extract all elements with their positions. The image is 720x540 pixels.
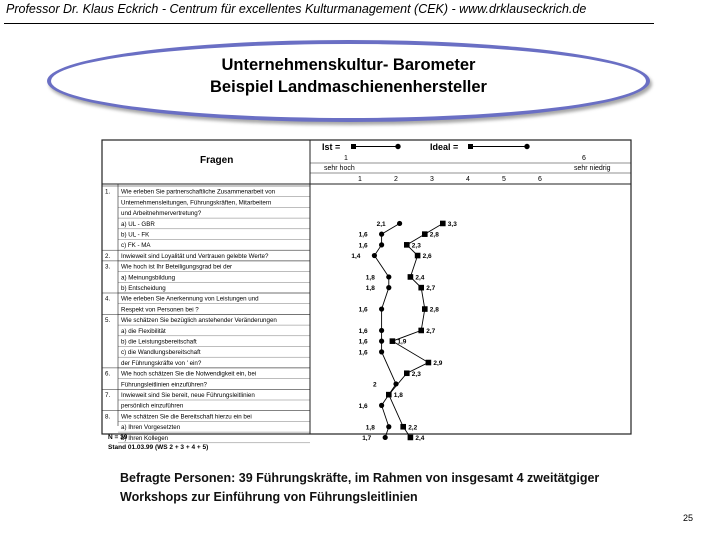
title-line-1: Unternehmenskultur- Barometer: [221, 56, 476, 74]
ist-dot: [379, 306, 384, 311]
ist-value-label: 1,8: [365, 285, 375, 293]
ideal-value-label: 2,6: [422, 253, 432, 261]
ideal-square: [426, 360, 432, 366]
ideal-value-label: 2,7: [426, 285, 436, 293]
ideal-square: [408, 274, 414, 280]
ideal-value-label: 1,8: [393, 392, 403, 400]
scale-low-number: 1: [344, 155, 348, 162]
ideal-square: [422, 231, 428, 237]
ist-value-label: 1,4: [351, 253, 361, 261]
ideal-value-label: 2,4: [415, 434, 425, 442]
question-text: a) UL - GBR: [121, 220, 155, 228]
scale-tick-label: 4: [466, 176, 470, 183]
ideal-square: [418, 328, 424, 334]
question-text: b) UL - FK: [121, 231, 150, 239]
question-text: Inwieweit sind Sie bereit, neue Führungsleitlinien: [121, 392, 255, 399]
ist-dot: [379, 339, 384, 344]
question-text: a) Ihren Vorgesetzten: [121, 424, 181, 432]
ideal-square: [440, 221, 446, 227]
ideal-value-label: 3,3: [447, 220, 457, 228]
legend-ist-square: [351, 144, 356, 149]
ideal-square: [400, 424, 406, 430]
ideal-value-label: 2,8: [429, 231, 439, 239]
ist-value-label: 1,8: [365, 424, 375, 432]
question-text: a) Meinungsbildung: [121, 274, 176, 282]
title-line-2: Beispiel Landmaschienenhersteller: [210, 78, 487, 96]
question-number: 2.: [105, 252, 111, 260]
ideal-value-label: 2,8: [429, 306, 439, 314]
question-text: Unternehmensleitungen, Führungskräften, Mitarbeitern: [121, 199, 272, 207]
n-note: N = 39: [108, 434, 128, 441]
ist-dot: [379, 328, 384, 333]
ideal-square: [422, 306, 428, 312]
question-number: 5.: [105, 317, 111, 325]
scale-low-label: sehr hoch: [324, 165, 355, 172]
ideal-value-label: 1,9: [397, 338, 407, 346]
question-text: c) FK - MA: [121, 242, 151, 250]
ideal-square: [390, 338, 396, 344]
question-text: Wie hoch ist Ihr Beteiligungsgrad bei der: [121, 263, 233, 271]
question-number: 6.: [105, 370, 111, 378]
question-text: Führungsleitlinien einzuführen?: [121, 381, 207, 389]
ist-dot: [386, 274, 391, 279]
question-number: 7.: [105, 392, 111, 399]
ist-dot: [379, 403, 384, 408]
question-text: Respekt von Personen bei ?: [121, 306, 199, 314]
question-text: der Führungskräfte von ' ein?: [121, 359, 202, 367]
ist-dot: [372, 253, 377, 258]
page-header: Professor Dr. Klaus Eckrich - Centrum für excellentes Kulturmanagement (CEK) - www.drklauseckrich.de: [6, 2, 587, 16]
ist-dot: [397, 221, 402, 226]
ist-value-label: 1,6: [358, 338, 368, 346]
ideal-value-label: 2,4: [415, 274, 425, 282]
ist-value-label: 1,8: [365, 274, 375, 282]
ideal-square: [404, 370, 410, 376]
ideal-value-label: 2,7: [426, 327, 436, 335]
question-text: b) Entscheidung: [121, 285, 166, 292]
header-divider: [4, 23, 654, 24]
question-text: b) die Leistungsbereitschaft: [121, 338, 197, 346]
question-number: 1.: [105, 188, 111, 196]
ist-value-label: 1,6: [358, 306, 368, 314]
scale-high-number: 6: [582, 155, 586, 162]
ist-dot: [379, 232, 384, 237]
legend-ideal-dot: [524, 144, 529, 149]
question-text: a) die Flexibilität: [121, 327, 166, 335]
stand-note: Stand 01.03.99 (WS 2 + 3 + 4 + 5): [108, 444, 209, 451]
ideal-value-label: 2,2: [408, 424, 418, 432]
ist-dot: [393, 381, 398, 386]
ideal-value-label: 2,9: [433, 360, 443, 368]
question-text: Wie erleben Sie partnerschaftliche Zusammenarbeit von: [121, 188, 276, 196]
ideal-value-label: 2,3: [411, 242, 421, 250]
ist-value-label: 1,6: [358, 349, 368, 357]
ist-value-label: 1,6: [358, 402, 368, 410]
question-text: c) die Wandlungsbereitschaft: [121, 349, 201, 357]
question-text: b) Ihren Kollegen: [121, 434, 169, 442]
ist-dot: [386, 285, 391, 290]
ideal-value-label: 2,3: [411, 370, 421, 378]
slide-title: [47, 54, 650, 98]
ideal-square: [386, 392, 392, 398]
barometer-scan: [100, 136, 633, 458]
legend-ist-dot: [395, 144, 400, 149]
question-number: 4.: [105, 295, 111, 303]
ist-dot: [383, 435, 388, 440]
ideal-square: [404, 242, 410, 248]
ist-value-label: 2,1: [376, 220, 386, 228]
scale-tick-label: 3: [430, 176, 434, 183]
ist-value-label: 2: [373, 381, 377, 389]
legend-ideal-square: [468, 144, 473, 149]
ist-dot: [379, 349, 384, 354]
question-text: Wie erleben Sie Anerkennung von Leistungen und: [121, 295, 259, 303]
ideal-square: [408, 435, 414, 441]
ist-value-label: 1,6: [358, 327, 368, 335]
ist-dot: [386, 424, 391, 429]
question-number: 3.: [105, 263, 111, 271]
ist-value-label: 1,6: [358, 242, 368, 250]
fragen-header: Fragen: [200, 155, 234, 166]
ist-profile-line: [374, 220, 399, 437]
scale-tick-label: 6: [538, 176, 542, 183]
question-number: 8.: [105, 413, 111, 421]
footnote: Befragte Personen: 39 Führungskräfte, im Rahmen von insgesamt 4 zweitätgiger Workshops zur Einführung von Führungsleitlinien: [120, 471, 600, 504]
question-text: persönlich einzuführen: [121, 402, 184, 410]
question-text: Wie schätzen Sie die Bereitschaft hierzu ein bei: [121, 413, 252, 421]
question-text: und Arbeitnehmervertretung?: [121, 210, 202, 218]
question-text: Inwieweit sind Loyalität und Vertrauen gelebte Werte?: [121, 252, 269, 260]
scale-tick-label: 1: [358, 176, 362, 183]
page-number: 25: [682, 513, 693, 523]
scale-tick-label: 2: [394, 176, 398, 183]
question-text: Wie schätzen Sie bezüglich anstehender Veränderungen: [121, 317, 277, 325]
legend-ideal-label: Ideal =: [430, 142, 459, 152]
ist-value-label: 1,6: [358, 231, 368, 239]
question-text: Wie hoch schätzen Sie die Notwendigkeit ein, bei: [121, 370, 257, 378]
ideal-square: [418, 285, 424, 291]
ist-value-label: 1,7: [362, 434, 372, 442]
scale-tick-label: 5: [502, 176, 506, 183]
ideal-square: [415, 253, 421, 259]
ist-dot: [379, 242, 384, 247]
legend-ist-label: Ist =: [322, 142, 341, 152]
scale-high-label: sehr niedrig: [574, 165, 611, 172]
